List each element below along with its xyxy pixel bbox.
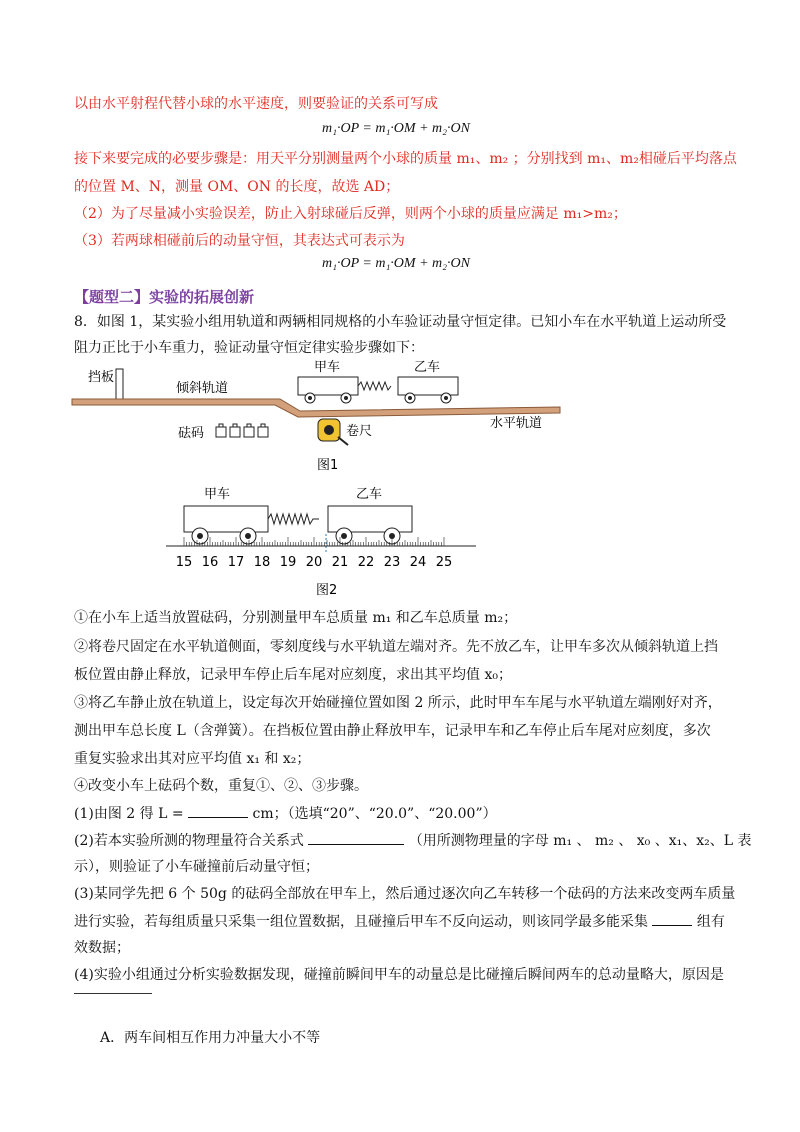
car-b-body (398, 377, 458, 395)
question-2-suffix: （用所测物理量的字母 m₁ 、 m₂ 、 x₀ 、x₁、x₂、L 表 (408, 833, 752, 849)
section-title: 【题型二】实验的拓展创新 (74, 288, 255, 306)
equation-1: m₁·OP = m₁·OM + m₂·ON (322, 121, 470, 136)
question-3-suffix: 组有 (696, 914, 725, 930)
question-1 (74, 803, 497, 824)
spring-icon (358, 382, 391, 390)
question-1-prefix: (1)由图 2 得 L = (74, 806, 184, 822)
step-4: ④改变小车上砝码个数，重复①、②、③步骤。 (74, 778, 368, 794)
ruler-label: 25 (435, 555, 453, 570)
step-3b: 测出甲车总长度 L（含弹簧）。在挡板位置由静止释放甲车，记录甲车和乙车停止后车尾对应刻度，多次 (74, 723, 711, 739)
weights-icon (216, 424, 268, 437)
question-4: (4)实验小组通过分析实验数据发现，碰撞前瞬间甲车的动量总是比碰撞后瞬间两车的总动量略大，原因是 (74, 967, 724, 983)
fig2-car-b (328, 506, 412, 532)
fig2-spring-icon (268, 514, 319, 524)
solution-line-2: 接下来要完成的必要步骤是：用天平分别测量两个小球的质量 m₁、m₂ ；分别找到 m₁、m₂相碰后平均落点 (74, 151, 737, 167)
step-1: ①在小车上适当放置砝码，分别测量甲车总质量 m₁ 和乙车总质量 m₂； (74, 610, 518, 626)
figure-2-caption: 图2 (316, 583, 338, 598)
answer-blank-3[interactable] (652, 911, 692, 926)
footnote-divider (74, 993, 152, 994)
solution-line-4: （2）为了尽量减小实验误差，防止入射球碰后反弹，则两个小球的质量应满足 m₁>m₂； (74, 206, 627, 222)
question-2 (74, 830, 752, 851)
ruler-label: 16 (201, 555, 219, 570)
ruler-label: 18 (253, 555, 271, 570)
question-3-prefix: 进行实验，若每组质量只采集一组位置数据，且碰撞后甲车不反向运动，则该同学最多能采集 (74, 914, 648, 930)
tape-measure-icon (318, 419, 348, 445)
figure-2 (160, 484, 490, 599)
question-3b (74, 911, 725, 932)
label-track: 水平轨道 (490, 416, 543, 431)
fig2-label-car-a: 甲车 (204, 487, 231, 502)
question-intro-2: 阻力正比于小车重力，验证动量守恒定律实验步骤如下： (74, 340, 424, 356)
step-3a: ③将乙车静止放在轨道上，设定每次开始碰撞位置如图 2 所示，此时甲车车尾与水平轨道左端刚好对齐， (74, 695, 722, 711)
fig2-label-car-b: 乙车 (356, 487, 383, 502)
question-1-suffix: cm；（选填“20”、“20.0”、“20.00”） (252, 806, 497, 822)
solution-line-5: （3）若两球相碰前后的动量守恒，其表达式可表示为 (74, 233, 405, 249)
label-car-a: 甲车 (314, 360, 341, 375)
ruler-ticks (184, 537, 444, 546)
ruler-labels (176, 555, 453, 570)
figure-1-caption: 图1 (317, 458, 339, 473)
ruler-label: 21 (331, 555, 349, 570)
fig2-car-a (184, 506, 268, 532)
question-3c: 效数据； (74, 940, 130, 956)
step-2a: ②将卷尺固定在水平轨道侧面，零刻度线与水平轨道左端对齐。先不放乙车，让甲车多次从倾斜轨道上挡 (74, 639, 718, 655)
figure-1 (70, 355, 570, 480)
ruler-label: 23 (383, 555, 401, 570)
label-car-b: 乙车 (414, 360, 441, 375)
label-baffle: 挡板 (88, 370, 115, 385)
label-weights: 砝码 (178, 426, 205, 441)
ruler-label: 15 (175, 555, 193, 570)
ruler-label: 22 (357, 555, 375, 570)
ruler-label: 24 (409, 555, 427, 570)
step-2b: 板位置由静止释放，记录甲车停止后车尾对应刻度，求出其平均值 x₀； (74, 667, 512, 683)
question-2-prefix: (2)若本实验所测的物理量符合关系式 (74, 833, 304, 849)
solution-line-1: 以由水平射程代替小球的水平速度，则要验证的关系可写成 (74, 96, 438, 112)
car-a-body (298, 377, 358, 395)
answer-blank-2[interactable] (308, 830, 404, 845)
option-a: A．两车间相互作用力冲量大小不等 (100, 1030, 321, 1046)
question-intro-1: 8．如图 1，某实验小组用轨道和两辆相同规格的小车验证动量守恒定律。已知小车在水平轨道上运动所受 (74, 314, 727, 330)
question-3a: (3)某同学先把 6 个 50g 的砝码全部放在甲车上，然后通过逐次向乙车转移一个砝码的方法来改变两车质量 (74, 886, 736, 902)
ruler-label: 17 (227, 555, 245, 570)
baffle-icon (116, 369, 123, 399)
ruler-label: 20 (305, 555, 323, 570)
equation-2: m₁·OP = m₁·OM + m₂·ON (322, 256, 470, 271)
question-2b: 示），则验证了小车碰撞前后动量守恒； (74, 859, 319, 875)
step-3c: 重复实验求出其对应平均值 x₁ 和 x₂； (74, 751, 311, 767)
answer-blank-1[interactable] (188, 803, 248, 818)
label-tape: 卷尺 (346, 424, 373, 439)
incline-track (72, 399, 560, 417)
label-incline: 倾斜轨道 (176, 381, 229, 396)
ruler-label: 19 (279, 555, 297, 570)
solution-line-3: 的位置 M、N，测量 OM、ON 的长度，故选 AD； (74, 179, 400, 195)
